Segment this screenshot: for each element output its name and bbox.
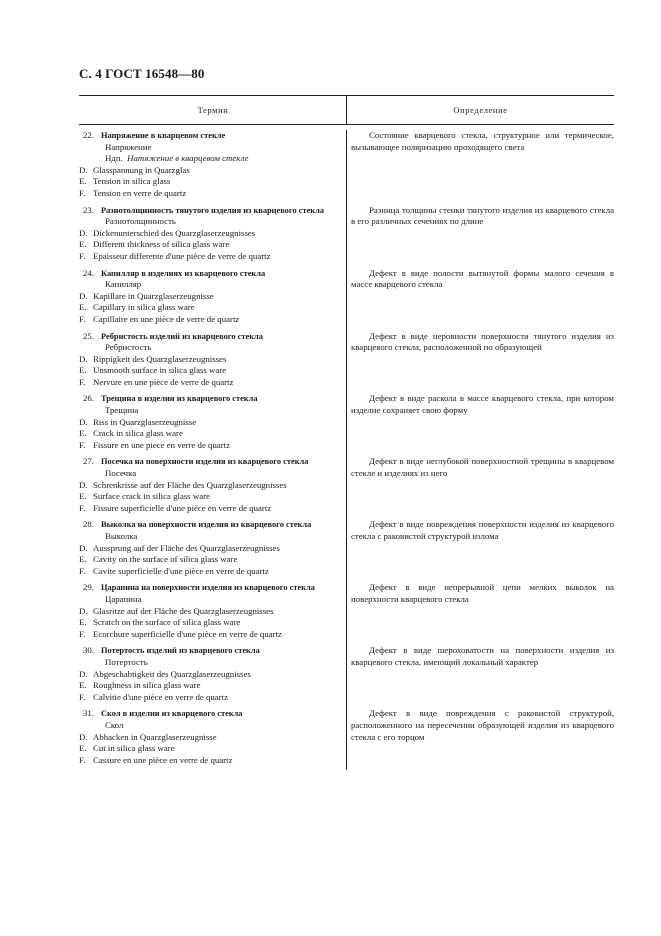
term-number: 27.: [83, 456, 94, 467]
term-number: 25.: [83, 330, 94, 341]
foreign-equivalent: Dickenunterschied des Quarzglaserzeugnisses: [93, 227, 256, 238]
term-foreign-e: [79, 428, 339, 440]
term-cell: [79, 708, 347, 766]
term-short-form: Разнотолщинность: [105, 216, 176, 227]
term-heading: [79, 393, 339, 405]
term-number: 22.: [83, 130, 94, 140]
term-foreign-e: [79, 176, 339, 188]
definition-cell: [347, 393, 614, 451]
foreign-equivalent: Cavity on the surface of silica glass ware: [93, 554, 238, 565]
term-heading: [79, 708, 339, 720]
definition-text: Дефект в виде неглубокой поверхностной трещины в кварцевом стекле и изделиях из него: [351, 456, 614, 479]
definition-cell: [347, 331, 614, 389]
term-cell: [79, 519, 347, 577]
language-code: D.: [79, 227, 88, 238]
term-nonstandard: [79, 153, 339, 165]
language-code: D.: [79, 605, 88, 616]
language-code: F.: [79, 502, 86, 513]
language-code: E.: [79, 176, 87, 187]
term-foreign-f: [79, 440, 339, 452]
definition-cell: [347, 130, 614, 200]
language-code: E.: [79, 491, 87, 502]
term-foreign-d: [79, 732, 339, 744]
language-code: E.: [79, 302, 87, 313]
foreign-equivalent: Capillaire en une pièce de verre de quartz: [93, 313, 240, 324]
term-foreign-e: [79, 302, 339, 314]
definition-text: Дефект в виде полости вытянутой формы малого сечения в массе кварцевого стекла: [351, 267, 614, 290]
terms-table: [79, 95, 614, 766]
term-heading: [79, 331, 339, 343]
term-heading: [79, 519, 339, 531]
term-short-form: Посечка: [105, 468, 137, 479]
term-foreign-e: [79, 365, 339, 377]
term-title: Капилляр в изделиях из кварцевого стекла: [101, 268, 266, 278]
term-title: Напряжение в кварцевом стекле: [101, 131, 226, 140]
foreign-equivalent: Tension in silica glass: [93, 176, 171, 187]
term-cell: [79, 582, 347, 640]
definition-cell: [347, 268, 614, 326]
term-short-form: Напряжение: [105, 141, 152, 152]
term-title: Царапина на поверхности изделия из кварцевого стекла: [101, 583, 315, 593]
language-code: D.: [79, 416, 88, 427]
language-code: E.: [79, 239, 87, 250]
column-header-definition: Определение: [453, 105, 508, 115]
term-heading: [79, 456, 339, 468]
term-short-form: Выколка: [105, 531, 138, 541]
foreign-equivalent: Cassure en une pièce en verre de quartz: [93, 754, 233, 765]
term-title: Разнотолщинность тянутого изделия из кварцевого стекла: [101, 205, 325, 215]
term-heading: [79, 205, 339, 217]
definition-text: Дефект в виде шероховатости на поверхности изделия из кварцевого стекла, имеющий локальный характер: [351, 645, 614, 667]
term-heading: [79, 130, 339, 142]
foreign-equivalent: Capillary in silica glass ware: [93, 302, 195, 313]
term-foreign-d: [79, 291, 339, 303]
language-code: F.: [79, 628, 86, 639]
term-foreign-d: [79, 480, 339, 492]
term-number: 26.: [83, 393, 94, 404]
term-cell: [79, 456, 347, 514]
definition-text: Дефект в виде раскола в массе кварцевого стекла, при котором изделие сохраняет свою форму: [351, 393, 614, 416]
term-title: Скол в изделии из кварцевого стекла: [101, 709, 243, 719]
definition-cell: [347, 645, 614, 703]
term-foreign-d: [79, 165, 339, 177]
term-foreign-e: [79, 680, 339, 692]
table-header: [79, 95, 614, 125]
foreign-equivalent: Unsmooth surface in silica glass ware: [93, 365, 227, 376]
term-foreign-f: [79, 377, 339, 389]
term-foreign-d: [79, 228, 339, 240]
term-short-form: Трещина: [105, 405, 139, 416]
foreign-equivalent: Cavite superficielle d'une pièce en verre de quartz: [93, 565, 269, 576]
definition-text: Дефект в виде неровности поверхности тянутого изделия из кварцевого стекла, расположенной по образующей: [351, 330, 614, 353]
definition-text: Дефект в виде повреждения поверхности изделия из кварцевого стекла с раковистой структурой излома: [351, 519, 614, 541]
foreign-equivalent: Abhacken in Quarzglaserzeugnisse: [93, 731, 217, 742]
language-code: F.: [79, 691, 86, 702]
term-foreign-e: [79, 554, 339, 566]
term-title: Трещина в изделии из кварцевого стекла: [101, 394, 258, 404]
term-title: Посечка на поверхности изделия из кварцевого стекла: [101, 457, 309, 467]
foreign-equivalent: Different thickness of silica glass ware: [93, 239, 230, 250]
term-number: 29.: [83, 582, 94, 593]
definition-text: Дефект в виде непрерывной цепи мелких выколок на поверхности кварцевого стекла: [351, 582, 614, 604]
term-foreign-f: [79, 251, 339, 263]
foreign-equivalent: Glasspannung in Quarzglas: [93, 164, 190, 175]
term-short-form: Царапина: [105, 593, 142, 604]
term-short-form: Потертость: [105, 656, 148, 667]
term-foreign-e: [79, 617, 339, 629]
nonstandard-label: Ндп.: [105, 153, 123, 164]
foreign-equivalent: Tension en verre de quartz: [93, 187, 187, 198]
definition-text: Дефект в виде повреждения с раковистой структурой, расположенного на пересечении образующей изделия из кварцевого стекла с его торцом: [351, 708, 614, 742]
term-number: 30.: [83, 645, 94, 656]
foreign-equivalent: Schrenkrisse auf der Fläche des Quarzglaserzeugnisses: [93, 479, 287, 490]
foreign-equivalent: Riss in Quarzglaserzeugnisse: [93, 416, 197, 427]
term-foreign-f: [79, 566, 339, 578]
term-title: Ребристость изделий из кварцевого стекла: [101, 331, 263, 341]
term-heading: [79, 645, 339, 657]
term-foreign-f: [79, 314, 339, 326]
term-heading: [79, 268, 339, 280]
term-cell: [79, 331, 347, 389]
term-foreign-f: [79, 629, 339, 641]
foreign-equivalent: Surface crack in silica glass ware: [93, 491, 210, 502]
language-code: F.: [79, 250, 86, 261]
language-code: E.: [79, 617, 87, 628]
language-code: D.: [79, 731, 88, 742]
foreign-equivalent: Kapillare in Quarzglaserzeugnisse: [93, 290, 214, 301]
foreign-equivalent: Crack in silica glass ware: [93, 428, 183, 439]
term-cell: [79, 205, 347, 263]
language-code: E.: [79, 428, 87, 439]
term-foreign-f: [79, 755, 339, 767]
term-foreign-f: [79, 692, 339, 704]
foreign-equivalent: Scratch on the surface of silica glass ware: [93, 617, 241, 628]
body-column-divider: [346, 130, 347, 770]
language-code: D.: [79, 353, 88, 364]
language-code: D.: [79, 668, 88, 679]
header-column-divider: [346, 96, 347, 124]
nonstandard-term: Натяжение в кварцевом стекле: [127, 153, 249, 164]
term-title: Выколка на поверхности изделия из кварцевого стекла: [101, 520, 312, 530]
foreign-equivalent: Roughness in silica glass ware: [93, 680, 201, 691]
definition-cell: [347, 708, 614, 766]
term-number: 24.: [83, 267, 94, 278]
foreign-equivalent: Nervure en une pièce de verre de quartz: [93, 376, 234, 387]
term-foreign-d: [79, 606, 339, 618]
foreign-equivalent: Fissure en une piece en verre de quartz: [93, 439, 231, 450]
term-foreign-d: [79, 543, 339, 555]
term-number: 31.: [83, 708, 94, 719]
language-code: E.: [79, 743, 87, 754]
page-header: С. 4 ГОСТ 16548—80: [79, 66, 205, 81]
foreign-equivalent: Cut in silica glass ware: [93, 743, 175, 754]
term-cell: [79, 268, 347, 326]
term-foreign-f: [79, 503, 339, 515]
foreign-equivalent: Calvitie d'une pièce en verre de quartz: [93, 691, 228, 702]
term-foreign-d: [79, 417, 339, 429]
language-code: E.: [79, 365, 87, 376]
term-cell: [79, 393, 347, 451]
language-code: D.: [79, 479, 88, 490]
term-foreign-d: [79, 669, 339, 681]
term-short-form: Скол: [105, 719, 124, 730]
term-heading: [79, 582, 339, 594]
term-number: 28.: [83, 519, 94, 530]
language-code: D.: [79, 542, 88, 553]
language-code: E.: [79, 680, 87, 691]
foreign-equivalent: Fissure superficielle d'une pièce en verre de quartz: [93, 502, 272, 513]
foreign-equivalent: Rippigkeit des Quarzglaserzeugnisses: [93, 353, 227, 364]
term-foreign-e: [79, 239, 339, 251]
term-foreign-e: [79, 743, 339, 755]
language-code: F.: [79, 313, 86, 324]
term-foreign-d: [79, 354, 339, 366]
language-code: F.: [79, 565, 86, 576]
definition-cell: [347, 582, 614, 640]
definition-text: Состояние кварцевого стекла, структурное или термическое, вызывающее поляризацию проходящего света: [351, 130, 614, 152]
language-code: F.: [79, 187, 86, 198]
definition-text: Разница толщины стенки тянутого изделия из кварцевого стекла в его различных сечениях по длине: [351, 204, 614, 227]
foreign-equivalent: Abgeschabtigkeit des Quarzglaserzeugnisses: [93, 668, 251, 679]
language-code: F.: [79, 376, 86, 387]
language-code: D.: [79, 164, 88, 175]
term-number: 23.: [83, 204, 94, 215]
language-code: D.: [79, 290, 88, 301]
term-cell: [79, 645, 347, 703]
term-cell: [79, 130, 347, 200]
foreign-equivalent: Epaisseur differente d'une pièce de verre de quartz: [93, 250, 271, 261]
table-body: [79, 130, 614, 766]
term-foreign-e: [79, 491, 339, 503]
foreign-equivalent: Glasritze auf der Fläche des Quarzglaserzeugnisses: [93, 605, 274, 616]
term-short-form: Капилляр: [105, 279, 142, 290]
column-header-term: Термин: [197, 105, 229, 115]
language-code: F.: [79, 439, 86, 450]
foreign-equivalent: Ecorchure superficielle d'une pièce en verre de quartz: [93, 628, 282, 639]
definition-cell: [347, 456, 614, 514]
foreign-equivalent: Aussprung auf der Fläche des Quarzglaserzeugnisses: [93, 542, 280, 553]
definition-cell: [347, 205, 614, 263]
term-foreign-f: [79, 188, 339, 200]
term-title: Потертость изделий из кварцевого стекла: [101, 646, 260, 656]
language-code: F.: [79, 754, 86, 765]
language-code: E.: [79, 554, 87, 565]
term-short-form: Ребристость: [105, 342, 152, 353]
definition-cell: [347, 519, 614, 577]
